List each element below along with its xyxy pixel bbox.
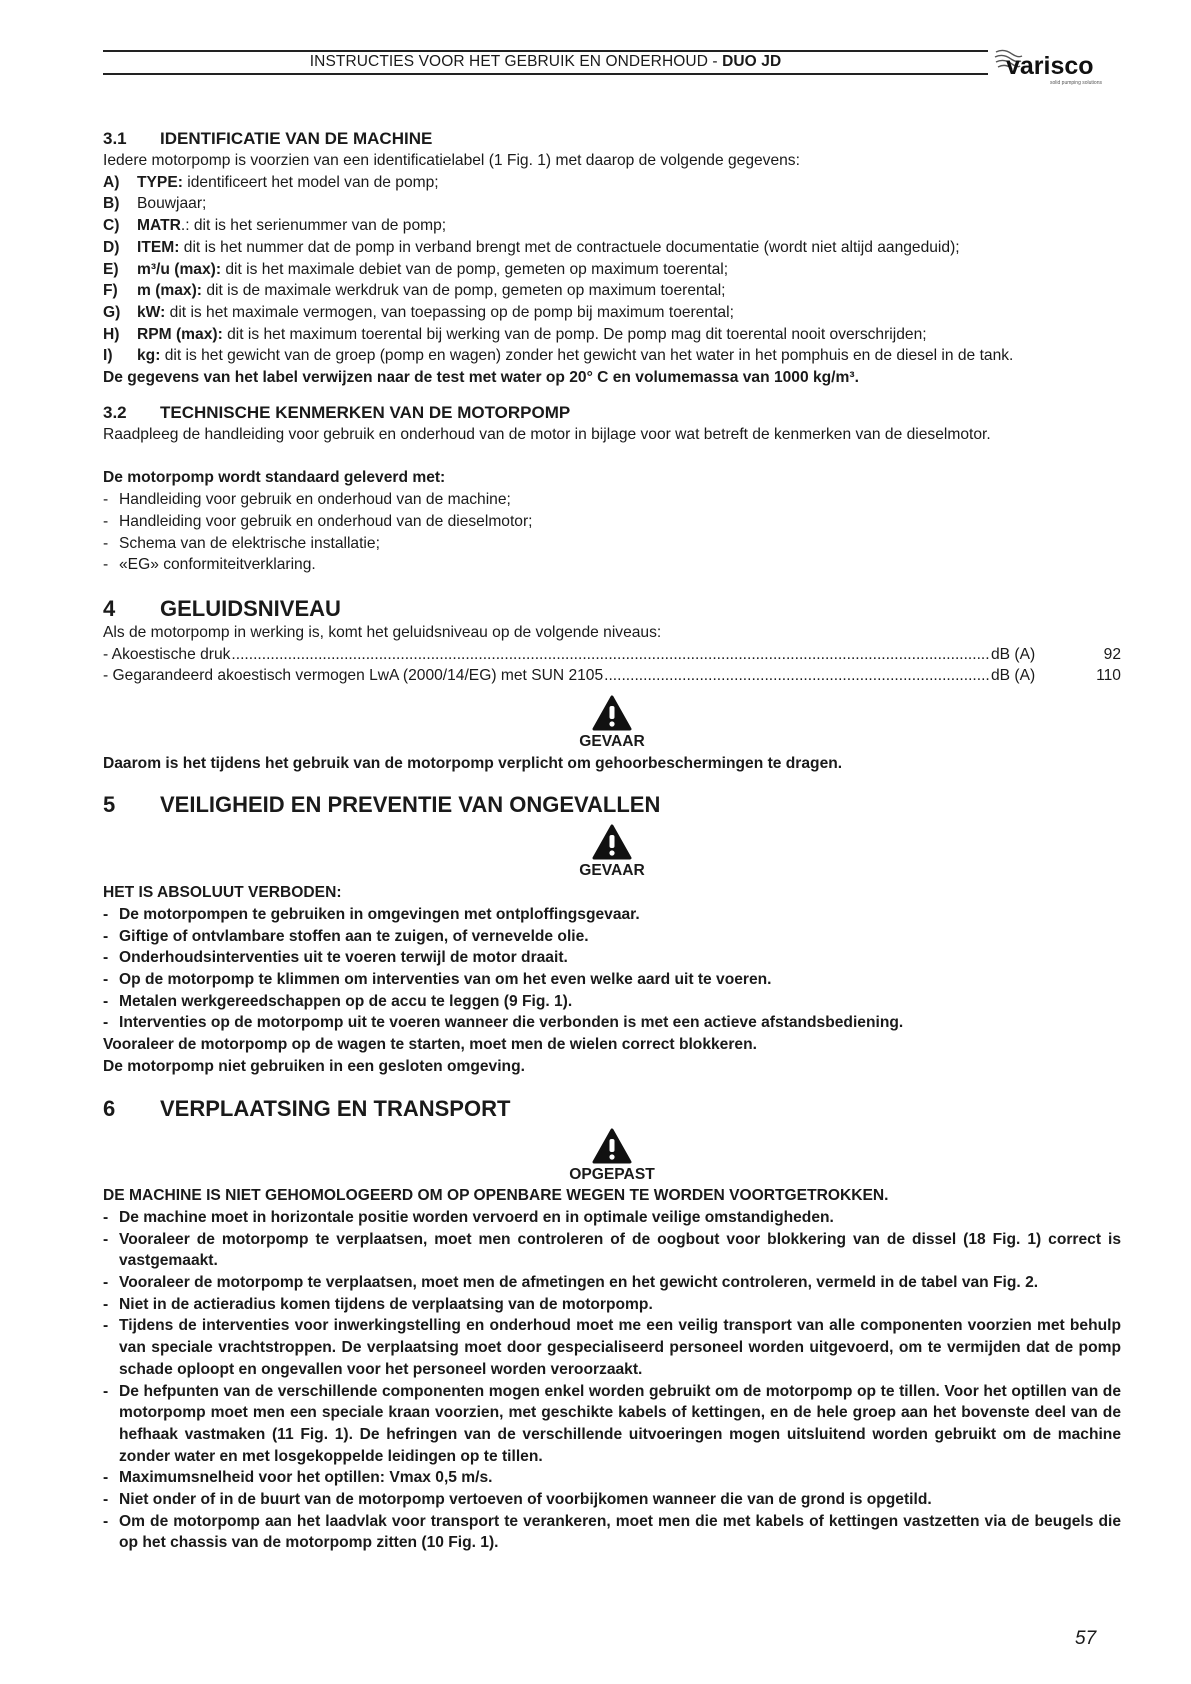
noise-label: - Gegarandeerd akoestisch vermogen LwA (2000/14/EG) met SUN 2105 (103, 667, 604, 685)
supplied-list (103, 489, 1121, 576)
section-4-heading: 4 GELUIDSNIVEAU (103, 595, 341, 621)
noise-label: - Akoestische druk (103, 645, 231, 663)
varisco-logo (992, 44, 1122, 94)
header-title: INSTRUCTIES VOOR HET GEBRUIK EN ONDERHOUD - DUO JD (309, 53, 782, 70)
s4-intro: Als de motorpomp in werking is, komt het geluidsniveau op de volgende niveaus: (103, 623, 662, 641)
item-text: De hefpunten van de verschillende componenten mogen enkel worden gebruikt om de motorpomp op te tillen. Voor het optillen van de motorpomp moet men een speciale kraan voorzien, met geschikte kabels of kettingen, en de hele groep aan het bovenste deel van de hefhaak vastmaken (11 Fig. 1). De hefringen van de verschillende uitvoeringen mogen uitsluitend worden gebruikt om de machine zonder water en met losgekoppelde leidingen op te tillen. (119, 1382, 1121, 1465)
noise-row (103, 665, 1121, 687)
item-desc: dit is de maximale werkdruk van de pomp, gemeten op maximum toerental; (202, 282, 726, 300)
list-item (103, 193, 1121, 215)
item-text: Schema van de elektrische installatie; (119, 534, 380, 552)
item-text (137, 172, 439, 194)
caution-label: OPGEPAST (569, 1165, 655, 1183)
list-item (103, 533, 1121, 555)
list-item (103, 1381, 1121, 1468)
list-item (103, 904, 1121, 926)
list-item (103, 947, 1121, 969)
bullet-dash: - (103, 1230, 109, 1248)
svg-text:varisco: varisco (1006, 52, 1094, 80)
list-item (103, 324, 1121, 346)
list-item (103, 302, 1121, 324)
list-item (103, 1315, 1121, 1380)
bullet-dash: - (103, 1014, 109, 1032)
item-key: H) (103, 325, 120, 343)
item-text: Vooraleer de motorpomp te verplaatsen, moet men de afmetingen en het gewicht controleren, vermeld in de tabel van Fig. 2. (119, 1274, 1039, 1292)
bullet-dash: - (103, 1382, 109, 1400)
dot-leader (231, 644, 990, 666)
item-term: MATR (137, 217, 181, 235)
item-desc: dit is het maximale debiet van de pomp, gemeten op maximum toerental; (221, 260, 729, 278)
item-text (137, 237, 960, 259)
supplied-title: De motorpomp wordt standaard geleverd met: (103, 469, 446, 487)
s6-headline: DE MACHINE IS NIET GEHOMOLOGEERD OM OP OPENBARE WEGEN TE WORDEN VOORTGETROKKEN. (103, 1187, 889, 1205)
list-item (103, 1294, 1121, 1316)
svg-text:solid pumping solutions: solid pumping solutions (1050, 80, 1102, 86)
noise-unit: dB (A) (991, 645, 1036, 663)
item-text: Niet in de actieradius komen tijdens de verplaatsing van de motorpomp. (119, 1295, 653, 1313)
warning-block (103, 824, 1121, 882)
item-text (137, 324, 927, 346)
item-text (137, 345, 1013, 367)
item-text: De motorpompen te gebruiken in omgevingen met ontploffingsgevaar. (119, 905, 640, 923)
list-item (103, 1207, 1121, 1229)
caution-block (103, 1128, 1121, 1186)
list-item (103, 259, 1121, 281)
item-text: De machine moet in horizontale positie worden vervoerd en in optimale veilige omstandigheden. (119, 1208, 834, 1226)
identification-list (103, 172, 1121, 367)
s5-note-2: De motorpomp niet gebruiken in een gesloten omgeving. (103, 1057, 525, 1075)
s31-note: De gegevens van het label verwijzen naar de test met water op 20° C en volumemassa van 1000 kg/m³. (103, 369, 859, 387)
s5-note-1: Vooraleer de motorpomp op de wagen te starten, moet men de wielen correct blokkeren. (103, 1036, 757, 1054)
item-text (137, 215, 446, 237)
bullet-dash: - (103, 1208, 109, 1226)
warning-triangle-icon (592, 695, 632, 731)
item-term: m (max): (137, 282, 202, 300)
bullet-dash: - (103, 970, 109, 988)
item-key: A) (103, 173, 120, 191)
list-item (103, 511, 1121, 533)
bullet-dash: - (103, 1491, 109, 1509)
item-term: kW: (137, 303, 166, 321)
list-item (103, 489, 1121, 511)
page-content (103, 128, 1121, 1554)
header-rule-bottom (103, 73, 988, 75)
noise-value: 92 (1103, 645, 1121, 663)
list-item (103, 172, 1121, 194)
transport-list (103, 1207, 1121, 1554)
item-text: Handleiding voor gebruik en onderhoud van de dieselmotor; (119, 512, 533, 530)
bullet-dash: - (103, 949, 109, 967)
item-term: TYPE: (137, 173, 183, 191)
item-key: B) (103, 195, 120, 213)
item-term: kg: (137, 347, 161, 365)
item-text: Om de motorpomp aan het laadvlak voor transport te verankeren, moet men die met kabels of kettingen vastzetten via de beugels die op het chassis van de motorpomp zitten (10 Fig. 1). (119, 1512, 1121, 1552)
item-text: Handleiding voor gebruik en onderhoud van de machine; (119, 491, 511, 509)
item-key: I) (103, 347, 113, 365)
noise-unit: dB (A) (991, 667, 1036, 685)
section-3-2-heading: 3.2 TECHNISCHE KENMERKEN VAN DE MOTORPOMP (103, 402, 571, 422)
item-desc: dit is het gewicht van de groep (pomp en wagen) zonder het gewicht van het water in het pomphuis en de diesel in de tank. (160, 347, 1014, 365)
bullet-dash: - (103, 992, 109, 1010)
noise-row (103, 644, 1121, 666)
noise-table (103, 644, 1121, 687)
section-3-1-heading: 3.1 IDENTIFICATIE VAN DE MACHINE (103, 129, 433, 148)
item-term: ITEM: (137, 238, 180, 256)
bullet-dash: - (103, 556, 109, 574)
warning-label: GEVAAR (579, 862, 645, 880)
noise-value: 110 (1096, 667, 1121, 685)
list-item (103, 926, 1121, 948)
warning-block (103, 695, 1121, 753)
bullet-dash: - (103, 1317, 109, 1335)
list-item (103, 1272, 1121, 1294)
list-item (103, 1467, 1121, 1489)
item-desc: identificeert het model van de pomp; (182, 173, 439, 191)
list-item (103, 345, 1121, 367)
list-item (103, 237, 1121, 259)
item-desc: dit is het maximale vermogen, van toepassing op de pomp bij maximum toerental; (165, 303, 734, 321)
s32-text: Raadpleeg de handleiding voor gebruik en onderhoud van de motor in bijlage voor wat betreft de kenmerken van de dieselmotor. (103, 425, 991, 443)
warning-triangle-icon (592, 824, 632, 860)
item-desc: dit is het maximum toerental bij werking van de pomp. De pomp mag dit toerental nooit overschrijden; (222, 325, 927, 343)
list-item (103, 215, 1121, 237)
bullet-dash: - (103, 1469, 109, 1487)
bullet-dash: - (103, 905, 109, 923)
warning-triangle-icon (592, 1128, 632, 1164)
forbidden-title: HET IS ABSOLUUT VERBODEN: (103, 884, 342, 902)
bullet-dash: - (103, 1274, 109, 1292)
item-key: G) (103, 303, 121, 321)
item-text: Tijdens de interventies voor inwerkingstelling en onderhoud moet me een veilig transport van alle componenten voorzien met behulp van speciale vrachtstroppen. De verplaatsing moet door gespecialiseerd personeel worden uitgevoerd, om te vermijden dat de pomp schade oploopt en ongevallen voor het personeel worden veroorzaakt. (119, 1317, 1121, 1378)
item-text: Metalen werkgereedschappen op de accu te leggen (9 Fig. 1). (119, 992, 573, 1010)
item-term: RPM (max): (137, 325, 223, 343)
s31-intro: Iedere motorpomp is voorzien van een identificatielabel (1 Fig. 1) met daarop de volgende gegevens: (103, 152, 800, 169)
bullet-dash: - (103, 927, 109, 945)
section-5-heading: 5 VEILIGHEID EN PREVENTIE VAN ONGEVALLEN (103, 792, 661, 818)
item-text: Vooraleer de motorpomp te verplaatsen, moet men controleren of de oogbout voor blokkering van de dissel (18 Fig. 1) correct is vastgemaakt. (119, 1230, 1121, 1270)
item-term: m³/u (max): (137, 260, 222, 278)
bullet-dash: - (103, 534, 109, 552)
item-key: D) (103, 238, 120, 256)
item-text (137, 302, 734, 324)
list-item (103, 991, 1121, 1013)
list-item (103, 1511, 1121, 1554)
item-desc: .: dit is het serienummer van de pomp; (180, 217, 447, 235)
page-number: 57 (1075, 1628, 1097, 1649)
item-text: Maximumsnelheid voor het optillen: Vmax 0,5 m/s. (119, 1469, 493, 1487)
item-desc: dit is het nummer dat de pomp in verband brengt met de contractuele documentatie (wordt niet altijd aangeduid); (179, 238, 960, 256)
bullet-dash: - (103, 1512, 109, 1530)
item-text: Interventies op de motorpomp uit te voeren wanneer die verbonden is met een actieve afstandsbediening. (119, 1014, 904, 1032)
item-text: Onderhoudsinterventies uit te voeren terwijl de motor draait. (119, 949, 568, 967)
warning-label: GEVAAR (579, 733, 645, 751)
item-text: «EG» conformiteitverklaring. (119, 556, 316, 574)
item-desc: Bouwjaar; (137, 195, 207, 213)
item-key: C) (103, 217, 120, 235)
item-key: E) (103, 260, 119, 278)
item-text: Niet onder of in de buurt van de motorpomp vertoeven of voorbijkomen wanneer die van de grond is opgetild. (119, 1491, 932, 1509)
item-text (137, 259, 728, 281)
bullet-dash: - (103, 1295, 109, 1313)
item-text (137, 280, 726, 302)
list-item (103, 1489, 1121, 1511)
list-item (103, 1229, 1121, 1272)
list-item (103, 554, 1121, 576)
s4-note: Daarom is het tijdens het gebruik van de motorpomp verplicht om gehoorbeschermingen te dragen. (103, 754, 843, 772)
list-item (103, 969, 1121, 991)
list-item (103, 1012, 1121, 1034)
item-text: Giftige of ontvlambare stoffen aan te zuigen, of vernevelde olie. (119, 927, 589, 945)
item-key: F) (103, 282, 118, 300)
item-text: Op de motorpomp te klimmen om interventies van om het even welke aard uit te voeren. (119, 970, 772, 988)
dot-leader (604, 665, 990, 687)
bullet-dash: - (103, 512, 109, 530)
item-text (137, 193, 206, 215)
forbidden-list (103, 904, 1121, 1034)
section-6-heading: 6 VERPLAATSING EN TRANSPORT (103, 1095, 511, 1121)
bullet-dash: - (103, 491, 109, 509)
list-item (103, 280, 1121, 302)
